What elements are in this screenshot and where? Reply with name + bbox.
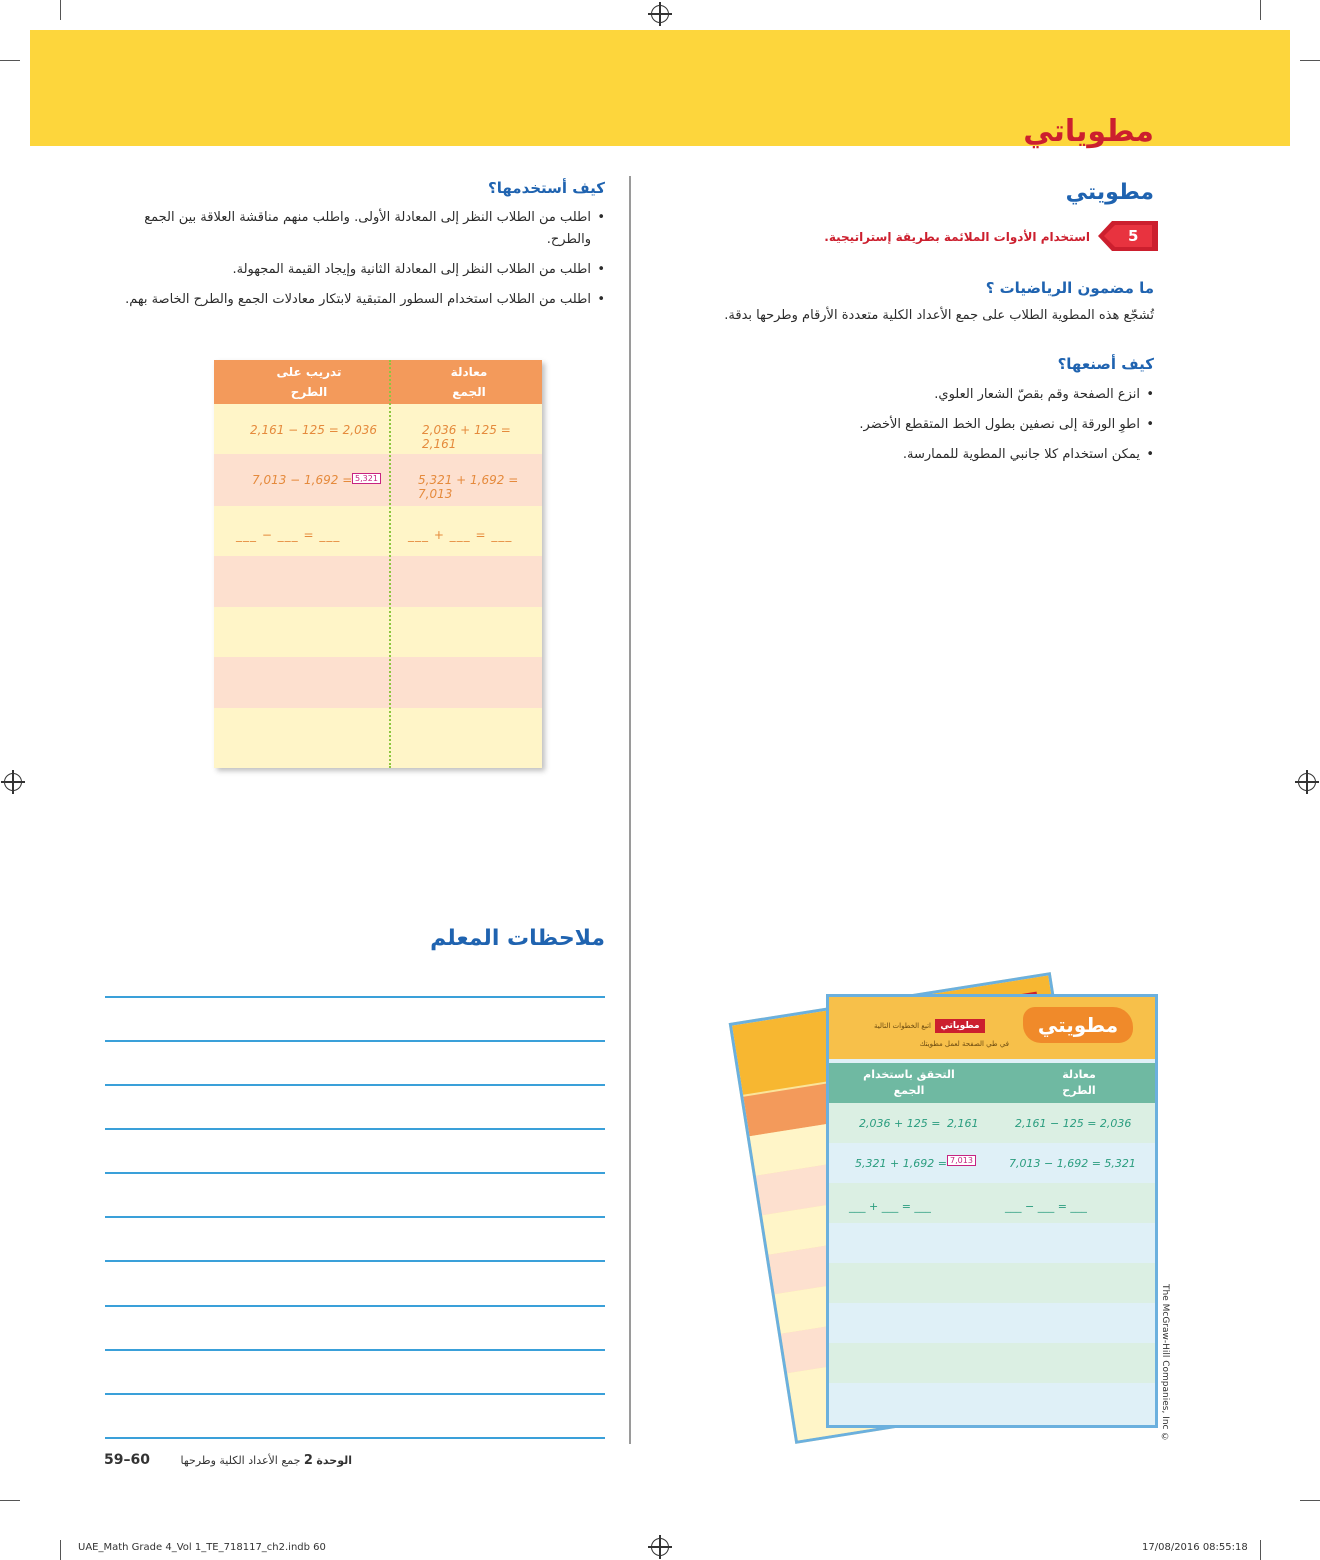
book-row [829,1303,1155,1343]
use-list [125,207,605,319]
note-line [105,996,605,998]
equation-sub-2: 7,013 − 1,692 = [252,473,353,487]
book-col-title: الجمع [893,1084,925,1097]
book-logo: مطويتي [1023,1007,1133,1043]
list-item: • انزع الصفحة وقم بقصّ الشعار العلوي. [674,384,1154,406]
book-col-title: الطرح [1062,1084,1096,1097]
footer-unit [162,1453,352,1468]
crop-mark [0,60,20,61]
math-heading: ما مضمون الرياضيات ؟ [985,279,1154,297]
book-caption-1: اتبع الخطوات التالية [874,1022,931,1030]
crop-mark [60,0,61,20]
note-line [105,1084,605,1086]
col-title-line: تدريب على [276,365,342,379]
book-row [829,1383,1155,1425]
unit-title: جمع الأعداد الكلية وطرحها [180,1454,301,1467]
foldable-row [214,657,542,708]
banner-title: مطوياتي [1023,114,1154,149]
note-line [105,1437,605,1439]
blank-sub: ___ − ___ = ___ [236,528,341,542]
crop-mark [60,1540,61,1560]
note-line [105,1172,605,1174]
practice-number: 5 [1128,227,1139,245]
list-item: • اطوِ الورقة إلى نصفين بطول الخط المتقطع الأخضر. [674,414,1154,436]
col-title-subtraction [234,362,384,402]
note-line [105,1040,605,1042]
slug-file: UAE_Math Grade 4_Vol 1_TE_718117_ch2.indb 60 [78,1542,326,1553]
list-item: • اطلب من الطلاب النظر إلى المعادلة الأولى. واطلب منهم مناقشة العلاقة بين الجمع والطرح. [125,207,605,251]
book-eq-sub-1: 2,161 − 125 = 2,036 [1015,1117,1132,1130]
crop-mark [1300,60,1320,61]
registration-mark-icon [651,5,669,23]
foldable-diagram [214,360,542,768]
book-col-title: معادلة [1062,1068,1096,1081]
note-line [105,1349,605,1351]
book-row [829,1263,1155,1303]
list-item: • اطلب من الطلاب استخدام السطور المتبقية لابتكار معادلات الجمع والطرح الخاصة بهم. [125,289,605,311]
equation-add-2: 5,321 + 1,692 = 7,013 [418,473,519,501]
make-heading: كيف أصنعها؟ [1057,355,1154,373]
unit-label: الوحدة [316,1454,352,1467]
copyright-text: The McGraw-Hill Companies, Inc © [1160,1284,1170,1443]
fold-line [389,360,391,768]
col-title-line: الطرح [290,385,328,399]
foldable-header [214,360,542,404]
foldable-row [214,607,542,657]
registration-mark-icon [4,773,22,791]
column-divider [629,176,631,1444]
book-eq-add-1: 2,036 + 125 = [859,1117,941,1130]
equation-sub-1: 2,161 − 125 = 2,036 [250,423,377,437]
list-item: • اطلب من الطلاب النظر إلى المعادلة الثانية وإيجاد القيمة المجهولة. [125,259,605,281]
book-col-title: التحقق باستخدام [863,1068,955,1081]
crop-mark [1300,1500,1320,1501]
equation-add-1: 2,036 + 125 = 2,161 [422,423,511,451]
registration-mark-icon [1298,773,1316,791]
book-col-left [839,1067,979,1099]
book-row [829,1343,1155,1383]
use-heading: كيف أستخدمها؟ [488,179,605,197]
note-line [105,1260,605,1262]
foldable-row [214,556,542,607]
slug-date: 17/08/2016 08:55:18 [1142,1542,1248,1553]
foldable-heading: مطويتي [1065,180,1154,205]
note-line [105,1216,605,1218]
math-text: تُشجّع هذه المطوية الطلاب على جمع الأعداد الكلية متعددة الأرقام وطرحها بدقة. [724,308,1154,323]
book-caption-2: في طي الصفحة لعمل مطويتك [919,1040,1009,1048]
book-ans-1: 2,161 [947,1117,979,1130]
practice-text: استخدام الأدوات الملائمة بطريقة إستراتيجية. [824,230,1090,244]
crop-mark [1260,0,1261,20]
book-blank-sub: ___ − ___ = ___ [1005,1200,1087,1213]
make-list [674,384,1154,474]
page-range: 59–60 [104,1452,150,1468]
notes-title: ملاحظات المعلم [430,926,605,951]
crop-mark [1260,1540,1261,1560]
note-line [105,1305,605,1307]
blank-add: ___ + ___ = ___ [408,528,513,542]
book-ans-2: 7,013 [947,1155,976,1166]
crop-mark [0,1500,20,1501]
foldable-row [214,708,542,768]
answer-tag: 5,321 [352,473,381,484]
book-mini-label: مطوياتي [935,1019,985,1033]
book-col-right [1009,1067,1149,1099]
note-line [105,1128,605,1130]
book-front-image [826,994,1158,1428]
col-title-line: معادلة [450,365,488,379]
book-blank-add: ___ + ___ = ___ [849,1200,931,1213]
book-eq-sub-2: 7,013 − 1,692 = 5,321 [1009,1157,1136,1170]
col-title-addition [394,362,544,402]
list-item: • يمكن استخدام كلا جانبي المطوية للممارسة. [674,444,1154,466]
book-eq-add-2: 5,321 + 1,692 = [855,1157,947,1170]
book-row [829,1223,1155,1263]
note-line [105,1393,605,1395]
book-table-header [829,1063,1155,1103]
unit-number: 2 [303,1453,313,1468]
col-title-line: الجمع [452,385,486,399]
registration-mark-icon [651,1538,669,1556]
